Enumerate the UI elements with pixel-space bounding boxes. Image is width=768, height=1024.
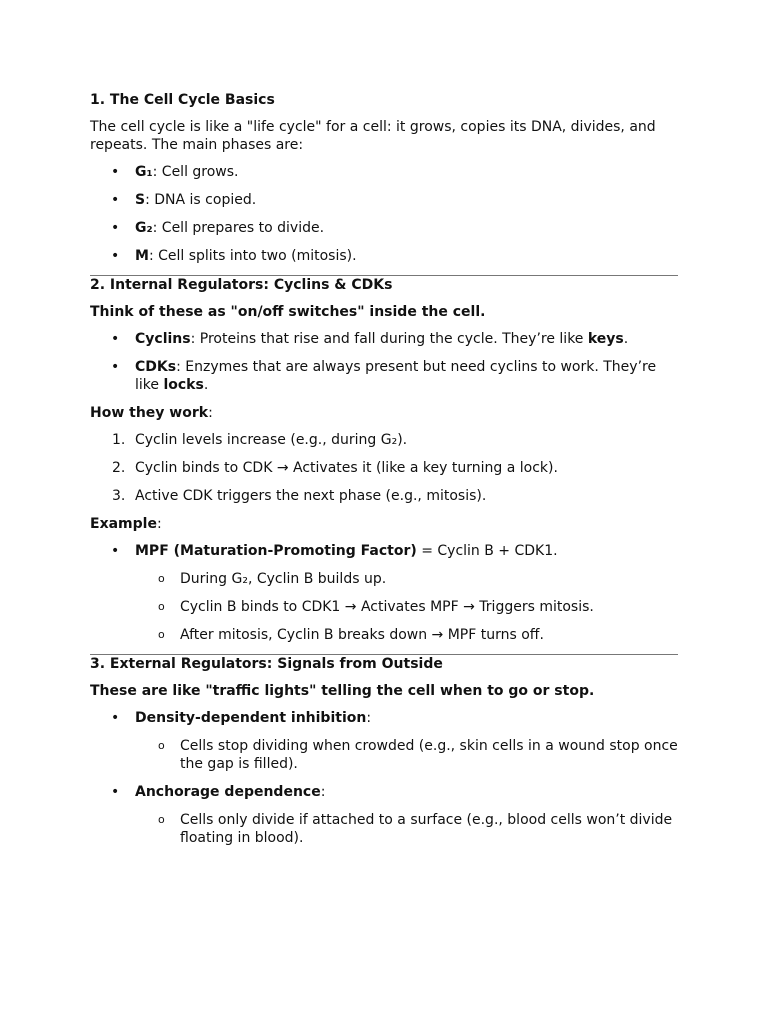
list-item — [90, 459, 678, 477]
phase-text: : Cell grows. — [152, 164, 239, 180]
sub-item-text: During G₂, Cyclin B builds up. — [180, 571, 387, 587]
how-label: How they work — [90, 405, 209, 421]
circle-bullet-icon: o — [158, 628, 165, 641]
list-item — [90, 191, 678, 209]
phase-term: S — [135, 192, 146, 208]
section-1-title: 1. The Cell Cycle Basics — [90, 92, 275, 108]
example-label: Example — [90, 516, 157, 532]
item-colon: : — [366, 710, 372, 726]
sub-item-text: Cells only divide if attached to a surface (e.g., blood cells won’t divide floating in blood). — [180, 812, 673, 846]
phase-text: : Cell splits into two (mitosis). — [148, 248, 357, 264]
bullet-icon: • — [111, 543, 120, 559]
item-term: CDKs — [135, 359, 177, 375]
phase-term: G₁ — [135, 164, 153, 180]
circle-bullet-icon: o — [158, 739, 165, 752]
bullet-icon: • — [111, 220, 120, 236]
bullet-icon: • — [111, 192, 120, 208]
bullet-icon: • — [111, 710, 120, 726]
document-content — [90, 91, 678, 857]
sub-item-text: After mitosis, Cyclin B breaks down → MPF turns off. — [180, 627, 544, 643]
step-number: 2. — [112, 460, 126, 476]
item-end: . — [203, 377, 209, 393]
list-item — [90, 358, 678, 394]
example-heading — [90, 515, 678, 533]
how-colon: : — [208, 405, 213, 421]
bullet-icon: • — [111, 164, 120, 180]
step-number: 3. — [112, 488, 126, 504]
list-item — [90, 219, 678, 237]
list-item — [90, 542, 678, 560]
item-emphasis: locks — [163, 377, 204, 393]
regulator-list — [90, 330, 678, 394]
bullet-icon: • — [111, 331, 120, 347]
item-emphasis: keys — [587, 331, 624, 347]
example-list — [90, 542, 678, 644]
step-text: Active CDK triggers the next phase (e.g., mitosis). — [135, 488, 487, 504]
section-3-title: 3. External Regulators: Signals from Outside — [90, 656, 443, 672]
circle-bullet-icon: o — [158, 600, 165, 613]
section-2-title: 2. Internal Regulators: Cyclins & CDKs — [90, 277, 393, 293]
section-3-subtitle: These are like "traffic lights" telling the cell when to go or stop. — [90, 683, 595, 699]
list-item — [90, 247, 678, 265]
mpf-term: MPF (Maturation-Promoting Factor) — [135, 543, 417, 559]
bullet-icon: • — [111, 248, 120, 264]
section-2-subtitle: Think of these as "on/off switches" inside the cell. — [90, 304, 486, 320]
step-number: 1. — [112, 432, 126, 448]
list-item — [90, 598, 678, 616]
item-colon: : — [320, 784, 326, 800]
bullet-icon: • — [111, 784, 120, 800]
item-end: . — [623, 331, 629, 347]
sub-item-text: Cells stop dividing when crowded (e.g., skin cells in a wound stop once the gap is filled). — [180, 738, 678, 772]
phase-text: : Cell prepares to divide. — [152, 220, 325, 236]
item-term: Cyclins — [135, 331, 191, 347]
list-item — [90, 163, 678, 181]
item-text: : Enzymes that are always present but need cyclins to work. They’re like — [135, 359, 657, 393]
list-item — [90, 626, 678, 644]
list-item — [90, 431, 678, 449]
phase-list — [90, 163, 678, 265]
phase-term: M — [135, 248, 149, 264]
list-item — [90, 487, 678, 505]
external-regulator-list — [90, 709, 678, 847]
item-term: Anchorage dependence — [135, 784, 321, 800]
circle-bullet-icon: o — [158, 572, 165, 585]
list-item — [90, 737, 678, 773]
bullet-icon: • — [111, 359, 120, 375]
step-text: Cyclin binds to CDK → Activates it (like a key turning a lock). — [135, 460, 558, 476]
item-term: Density-dependent inhibition — [135, 710, 367, 726]
mpf-text: = Cyclin B + CDK1. — [416, 543, 558, 559]
phase-term: G₂ — [135, 220, 153, 236]
section-1-intro: The cell cycle is like a "life cycle" for a cell: it grows, copies its DNA, divides, and repeats. The main phases are: — [90, 119, 656, 153]
example-colon: : — [156, 516, 162, 532]
how-they-work-heading — [90, 404, 678, 422]
list-item — [90, 783, 678, 801]
list-item — [90, 811, 678, 847]
phase-text: : DNA is copied. — [145, 192, 257, 208]
step-text: Cyclin levels increase (e.g., during G₂). — [135, 432, 408, 448]
list-item — [90, 570, 678, 588]
item-text: : Proteins that rise and fall during the cycle. They’re like — [190, 331, 588, 347]
circle-bullet-icon: o — [158, 813, 165, 826]
steps-list — [90, 431, 678, 505]
list-item — [90, 709, 678, 727]
sub-item-text: Cyclin B binds to CDK1 → Activates MPF → Triggers mitosis. — [180, 599, 594, 615]
list-item — [90, 330, 678, 348]
